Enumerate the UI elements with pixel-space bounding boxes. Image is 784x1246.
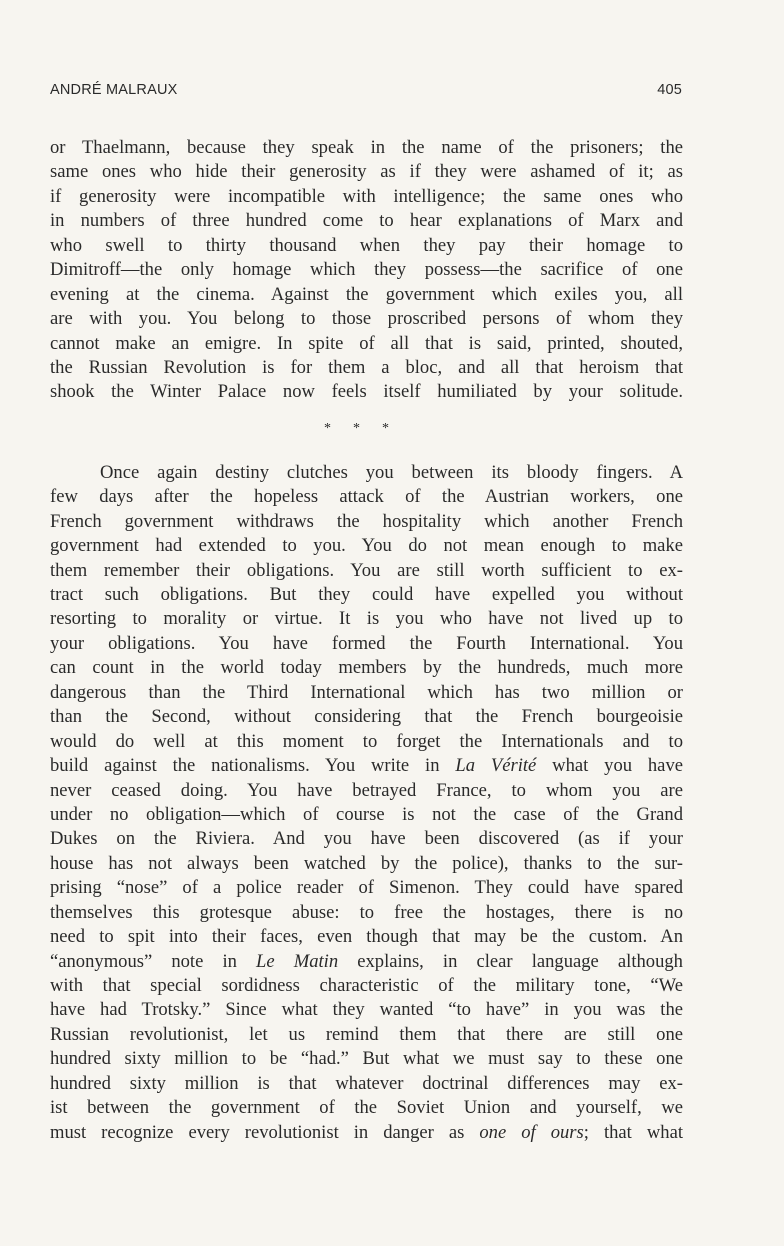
asterisk: *	[382, 420, 389, 436]
text-line: have had Trotsky.” Since what they wanted “to have” in you was the	[50, 999, 683, 1021]
paragraph-1	[50, 136, 683, 405]
text-segment: must recognize every revolutionist in danger as	[50, 1121, 480, 1143]
text-segment: “anonymous” note in	[50, 950, 257, 972]
text-line: them remember their obligations. You are still worth sufficient to ex-	[50, 559, 683, 581]
text-line: tract such obligations. But they could have expelled you without	[50, 584, 683, 605]
text-line: ist between the government of the Soviet Union and yourself, we	[50, 1097, 683, 1119]
text-line: with that special sordidness characteristic of the military tone, “We	[50, 975, 683, 996]
asterisk: *	[324, 420, 331, 436]
newspaper-title: Le Matin	[256, 950, 339, 972]
text-line: your obligations. You have formed the Fourth International. You	[50, 632, 683, 654]
text-line: French government withdraws the hospitality which another French	[50, 510, 683, 532]
body-text	[50, 136, 683, 1145]
text-line: Dimitroff—the only homage which they possess—the sacrifice of one	[50, 259, 683, 281]
text-line: few days after the hopeless attack of the Austrian workers, one	[50, 486, 683, 508]
text-line: than the Second, without considering that the French bourgeoisie	[50, 706, 683, 728]
paragraph-2	[50, 461, 683, 1145]
text-line: who swell to thirty thousand when they pay their homage to	[50, 234, 683, 256]
text-line: need to spit into their faces, even though that may be the custom. An	[50, 926, 683, 948]
running-head-author: ANDRÉ MALRAUX	[50, 82, 178, 98]
text-segment: ; that what	[583, 1121, 683, 1143]
text-line: Dukes on the Riviera. And you have been discovered (as if your	[50, 828, 683, 850]
text-line: in numbers of three hundred come to hear explanations of Marx and	[50, 210, 683, 232]
text-line	[50, 754, 683, 778]
text-line: evening at the cinema. Against the government which exiles you, all	[50, 283, 683, 305]
spacer	[50, 453, 683, 461]
running-header	[50, 82, 682, 98]
section-separator	[50, 405, 683, 453]
text-line: if generosity were incompatible with intelligence; the same ones who	[50, 185, 683, 207]
text-line: house has not always been watched by the police), thanks to the sur-	[50, 852, 683, 874]
text-segment: build against the nationalisms. You write in	[50, 755, 456, 777]
text-line: same ones who hide their generosity as if they were ashamed of it; as	[50, 161, 683, 183]
text-line: shook the Winter Palace now feels itself humiliated by your solitude.	[50, 381, 683, 403]
emphasis: one of ours	[479, 1121, 584, 1143]
newspaper-title: La Vérité	[455, 755, 537, 777]
text-line: government had extended to you. You do not mean enough to make	[50, 535, 683, 557]
text-line: the Russian Revolution is for them a bloc, and all that heroism that	[50, 356, 683, 378]
text-segment: what you have	[536, 755, 683, 777]
text-line: or Thaelmann, because they speak in the name of the prisoners; the	[50, 137, 683, 158]
text-line: hundred sixty million to be “had.” But what we must say to these one	[50, 1048, 683, 1070]
text-line	[50, 1121, 683, 1145]
text-line: Russian revolutionist, let us remind them that there are still one	[50, 1023, 683, 1045]
text-line: dangerous than the Third International which has two million or	[50, 681, 683, 703]
text-line: never ceased doing. You have betrayed France, to whom you are	[50, 779, 683, 801]
page-number: 405	[657, 82, 682, 98]
text-line: resorting to morality or virtue. It is you who have not lived up to	[50, 608, 683, 630]
text-line: can count in the world today members by the hundreds, much more	[50, 657, 683, 679]
text-line: prising “nose” of a police reader of Simenon. They could have spared	[50, 877, 683, 899]
asterisk: *	[353, 420, 360, 436]
text-line: under no obligation—which of course is not the case of the Grand	[50, 803, 683, 825]
text-line: Once again destiny clutches you between its bloody fingers. A	[100, 461, 683, 483]
text-line: hundred sixty million is that whatever doctrinal differences may ex-	[50, 1072, 683, 1094]
text-segment: explains, in clear language although	[338, 950, 683, 972]
text-line	[50, 950, 683, 974]
text-line: cannot make an emigre. In spite of all that is said, printed, shouted,	[50, 332, 683, 354]
text-line: are with you. You belong to those proscribed persons of whom they	[50, 308, 683, 330]
text-line: would do well at this moment to forget the Internationals and to	[50, 730, 683, 752]
text-line: themselves this grotesque abuse: to free the hostages, there is no	[50, 901, 683, 923]
